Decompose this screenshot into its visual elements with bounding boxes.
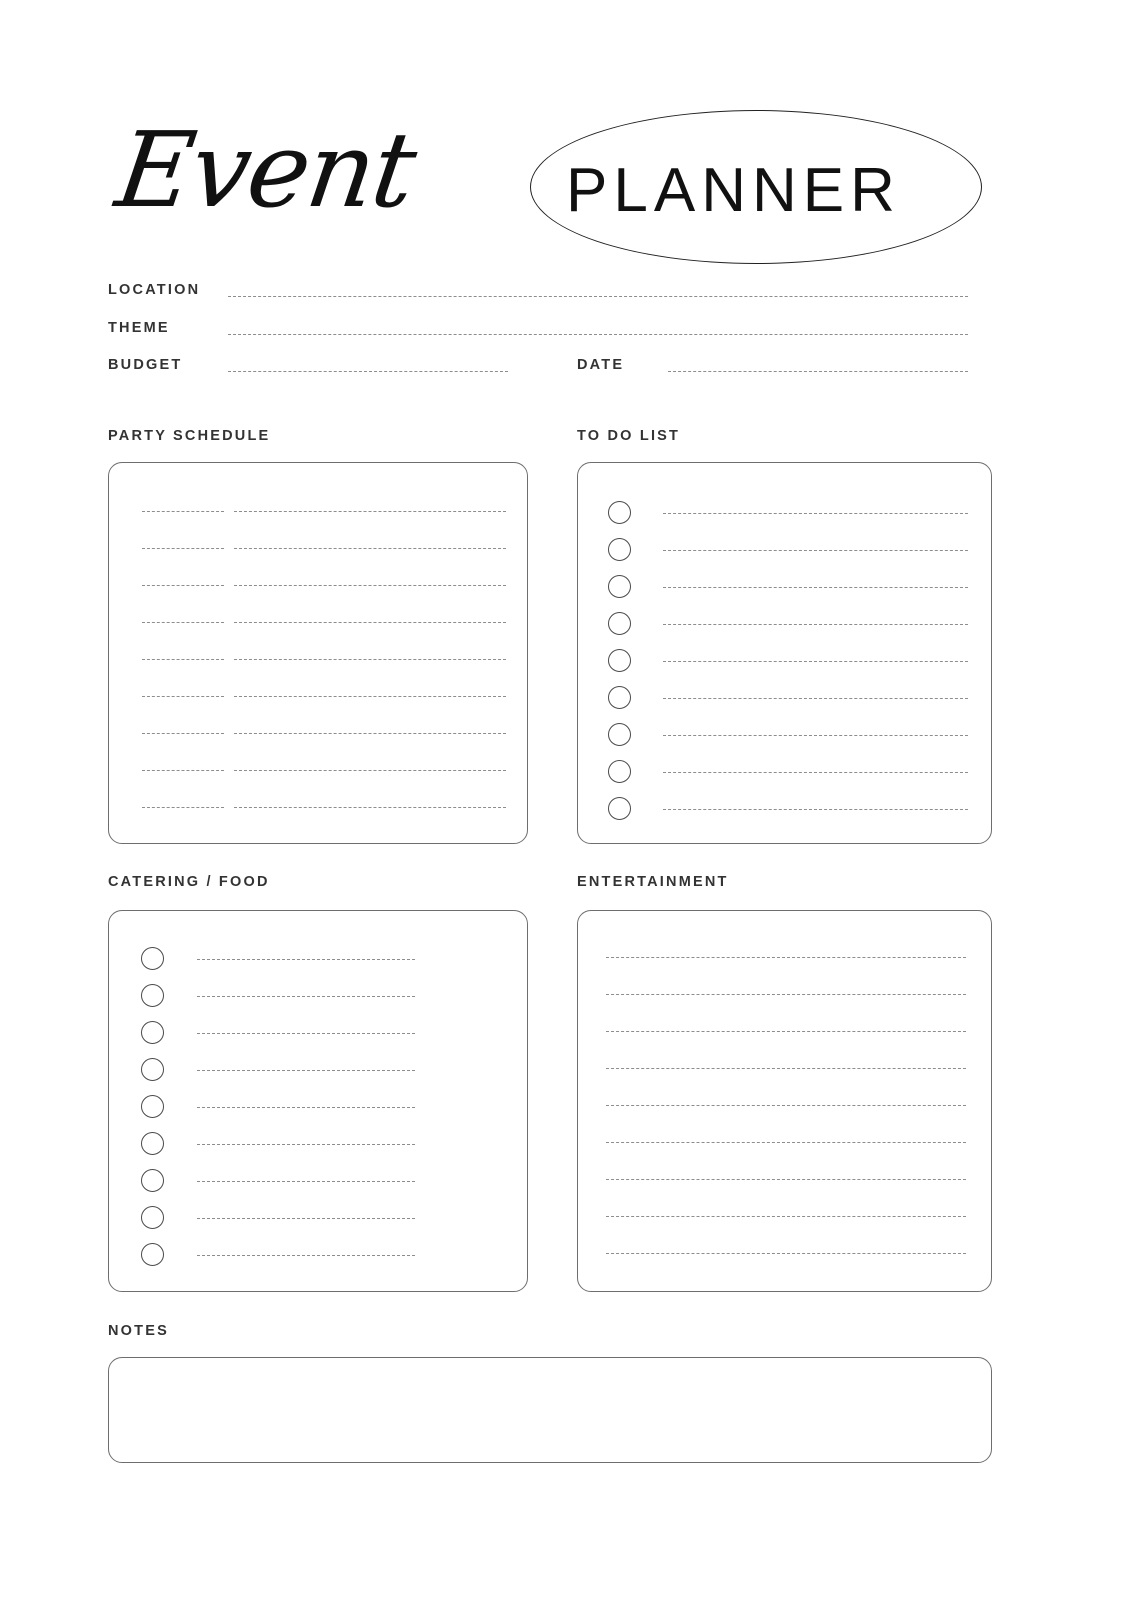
todo-line[interactable] [663,513,968,514]
entertainment-line[interactable] [606,1216,966,1217]
todo-line[interactable] [663,624,968,625]
schedule-entry-line[interactable] [234,585,506,586]
schedule-time-line[interactable] [142,733,224,734]
todo-line[interactable] [663,661,968,662]
entertainment-line[interactable] [606,1031,966,1032]
catering-line[interactable] [197,1181,415,1182]
catering-food-box[interactable] [108,910,528,1292]
field-label-theme: THEME [108,320,170,336]
catering-line[interactable] [197,996,415,997]
schedule-time-line[interactable] [142,548,224,549]
checkbox-circle-icon[interactable] [608,649,631,672]
field-label-budget: BUDGET [108,357,183,373]
page-title-block: PLANNER [566,156,901,225]
page-title-script: Event [109,109,422,231]
schedule-time-line[interactable] [142,622,224,623]
field-label-date: DATE [577,357,625,373]
catering-line[interactable] [197,1070,415,1071]
field-line-location[interactable] [228,296,968,297]
entertainment-line[interactable] [606,1253,966,1254]
schedule-time-line[interactable] [142,659,224,660]
section-title-party-schedule: PARTY SCHEDULE [108,428,271,444]
catering-line[interactable] [197,1033,415,1034]
checkbox-circle-icon[interactable] [141,1243,164,1266]
todo-line[interactable] [663,735,968,736]
schedule-entry-line[interactable] [234,807,506,808]
catering-line[interactable] [197,1144,415,1145]
schedule-time-line[interactable] [142,807,224,808]
schedule-entry-line[interactable] [234,733,506,734]
checkbox-circle-icon[interactable] [141,1169,164,1192]
todo-line[interactable] [663,772,968,773]
entertainment-line[interactable] [606,1105,966,1106]
field-label-location: LOCATION [108,282,201,298]
checkbox-circle-icon[interactable] [141,1021,164,1044]
checkbox-circle-icon[interactable] [141,1132,164,1155]
field-line-theme[interactable] [228,334,968,335]
schedule-time-line[interactable] [142,585,224,586]
entertainment-line[interactable] [606,1068,966,1069]
entertainment-line[interactable] [606,1179,966,1180]
checkbox-circle-icon[interactable] [608,686,631,709]
checkbox-circle-icon[interactable] [608,501,631,524]
checkbox-circle-icon[interactable] [608,575,631,598]
checkbox-circle-icon[interactable] [141,1095,164,1118]
entertainment-line[interactable] [606,994,966,995]
entertainment-line[interactable] [606,1142,966,1143]
schedule-entry-line[interactable] [234,696,506,697]
checkbox-circle-icon[interactable] [141,947,164,970]
checkbox-circle-icon[interactable] [608,538,631,561]
catering-line[interactable] [197,1255,415,1256]
checkbox-circle-icon[interactable] [141,1206,164,1229]
schedule-entry-line[interactable] [234,622,506,623]
to-do-list-box[interactable] [577,462,992,844]
field-line-budget[interactable] [228,371,508,372]
checkbox-circle-icon[interactable] [608,723,631,746]
catering-line[interactable] [197,1107,415,1108]
schedule-entry-line[interactable] [234,770,506,771]
schedule-entry-line[interactable] [234,511,506,512]
schedule-time-line[interactable] [142,696,224,697]
schedule-entry-line[interactable] [234,659,506,660]
section-title-to-do-list: TO DO LIST [577,428,681,444]
catering-line[interactable] [197,1218,415,1219]
party-schedule-box[interactable] [108,462,528,844]
checkbox-circle-icon[interactable] [608,760,631,783]
entertainment-line[interactable] [606,957,966,958]
section-title-catering-food: CATERING / FOOD [108,874,270,890]
todo-line[interactable] [663,550,968,551]
catering-line[interactable] [197,959,415,960]
checkbox-circle-icon[interactable] [608,612,631,635]
entertainment-box[interactable] [577,910,992,1292]
todo-line[interactable] [663,587,968,588]
schedule-entry-line[interactable] [234,548,506,549]
schedule-time-line[interactable] [142,511,224,512]
field-line-date[interactable] [668,371,968,372]
todo-line[interactable] [663,809,968,810]
notes-box[interactable] [108,1357,992,1463]
checkbox-circle-icon[interactable] [608,797,631,820]
page-header [0,60,1131,240]
todo-line[interactable] [663,698,968,699]
section-title-notes: NOTES [108,1323,169,1339]
section-title-entertainment: ENTERTAINMENT [577,874,729,890]
schedule-time-line[interactable] [142,770,224,771]
checkbox-circle-icon[interactable] [141,1058,164,1081]
checkbox-circle-icon[interactable] [141,984,164,1007]
